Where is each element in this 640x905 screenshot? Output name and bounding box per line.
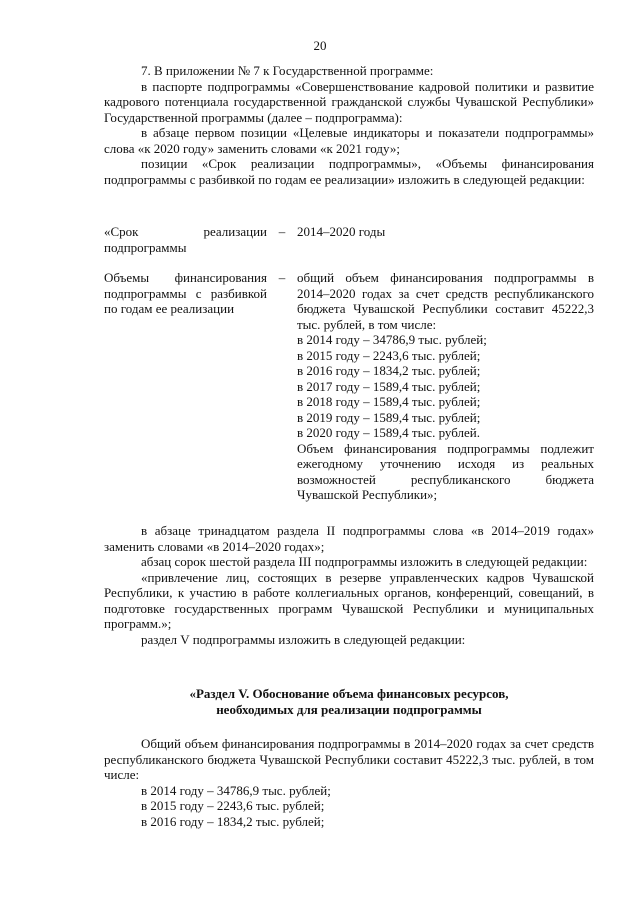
row-label: «Срок реализации подпрограммы [104, 224, 267, 255]
passport-row-term [104, 224, 594, 255]
row-label: Объемы финансирования подпрограммы с разбивкой по годам ее реализации [104, 270, 267, 316]
funding-year: в 2017 году – 1589,4 тыс. рублей; [297, 378, 481, 394]
funding-year: в 2015 году – 2243,6 тыс. рублей; [141, 798, 325, 813]
funding-total: общий объем финансирования подпрограммы в 2014–2020 годах за счет средств республиканского бюджета Чувашской Республики составит 45222,3 тыс. рублей, в том числе: [297, 270, 594, 332]
passport-row-funding [104, 270, 594, 503]
funding-year: в 2020 году – 1589,4 тыс. рублей. [297, 425, 480, 440]
paragraph: абзац сорок шестой раздела III подпрограммы изложить в следующей редакции: [141, 554, 588, 569]
funding-year: в 2019 году – 1589,4 тыс. рублей; [297, 409, 481, 425]
heading-line: «Раздел V. Обоснование объема финансовых ресурсов, [189, 686, 509, 701]
row-dash: – [278, 224, 286, 239]
paragraph: Общий объем финансирования подпрограммы в 2014–2020 годах за счет средств республиканского бюджета Чувашской Республики составит 45222,3 тыс. рублей, в том числе: [104, 736, 594, 782]
funding-year: в 2018 году – 1589,4 тыс. рублей; [297, 394, 481, 409]
funding-year: в 2016 году – 1834,2 тыс. рублей; [297, 363, 481, 378]
funding-year: в 2014 году – 34786,9 тыс. рублей; [297, 332, 487, 347]
page-number: 20 [313, 38, 327, 53]
section-heading [104, 686, 594, 717]
funding-note: Объем финансирования подпрограммы подлежит ежегодному уточнению исходя из реальных возможностей республиканского бюджета Чувашской Республики»; [297, 440, 594, 502]
paragraph: в паспорте подпрограммы «Совершенствование кадровой политики и развитие кадрового потенциала государственной гражданской службы Чувашской Республики» Государственной программы (далее – подпрограмма): [104, 78, 594, 125]
heading-line: необходимых для реализации подпрограммы [216, 701, 482, 717]
paragraph: в абзаце тринадцатом раздела II подпрограммы слова «в 2014–2019 годах» заменить словами «в 2014–2020 годах»; [104, 523, 594, 554]
paragraph: в абзаце первом позиции «Целевые индикаторы и показатели подпрограммы» слова «к 2020 году» заменить словами «к 2021 году»; [104, 125, 594, 156]
paragraph: 7. В приложении № 7 к Государственной программе: [141, 63, 434, 78]
row-value [297, 270, 594, 503]
paragraph: раздел V подпрограммы изложить в следующей редакции: [141, 631, 466, 647]
section-body [104, 736, 594, 829]
funding-year: в 2015 году – 2243,6 тыс. рублей; [297, 347, 481, 363]
row-dash: – [278, 270, 286, 285]
funding-year: в 2014 году – 34786,9 тыс. рублей; [141, 782, 331, 798]
funding-year: в 2016 году – 1834,2 тыс. рублей; [141, 813, 325, 829]
paragraph: позиции «Срок реализации подпрограммы», «Объемы финансирования подпрограммы с разбивкой по годам ее реализации» изложить в следующей редакции: [104, 156, 594, 187]
row-value: 2014–2020 годы [297, 224, 386, 239]
after-table-block [104, 523, 594, 647]
intro-block [104, 63, 594, 187]
paragraph: «привлечение лиц, состоящих в резерве управленческих кадров Чувашской Республики, к участию в работе коллегиальных органов, конференций, совещаний, в подготовке государственных программ Чувашской Республики и муниципальных программ.»; [104, 569, 594, 631]
